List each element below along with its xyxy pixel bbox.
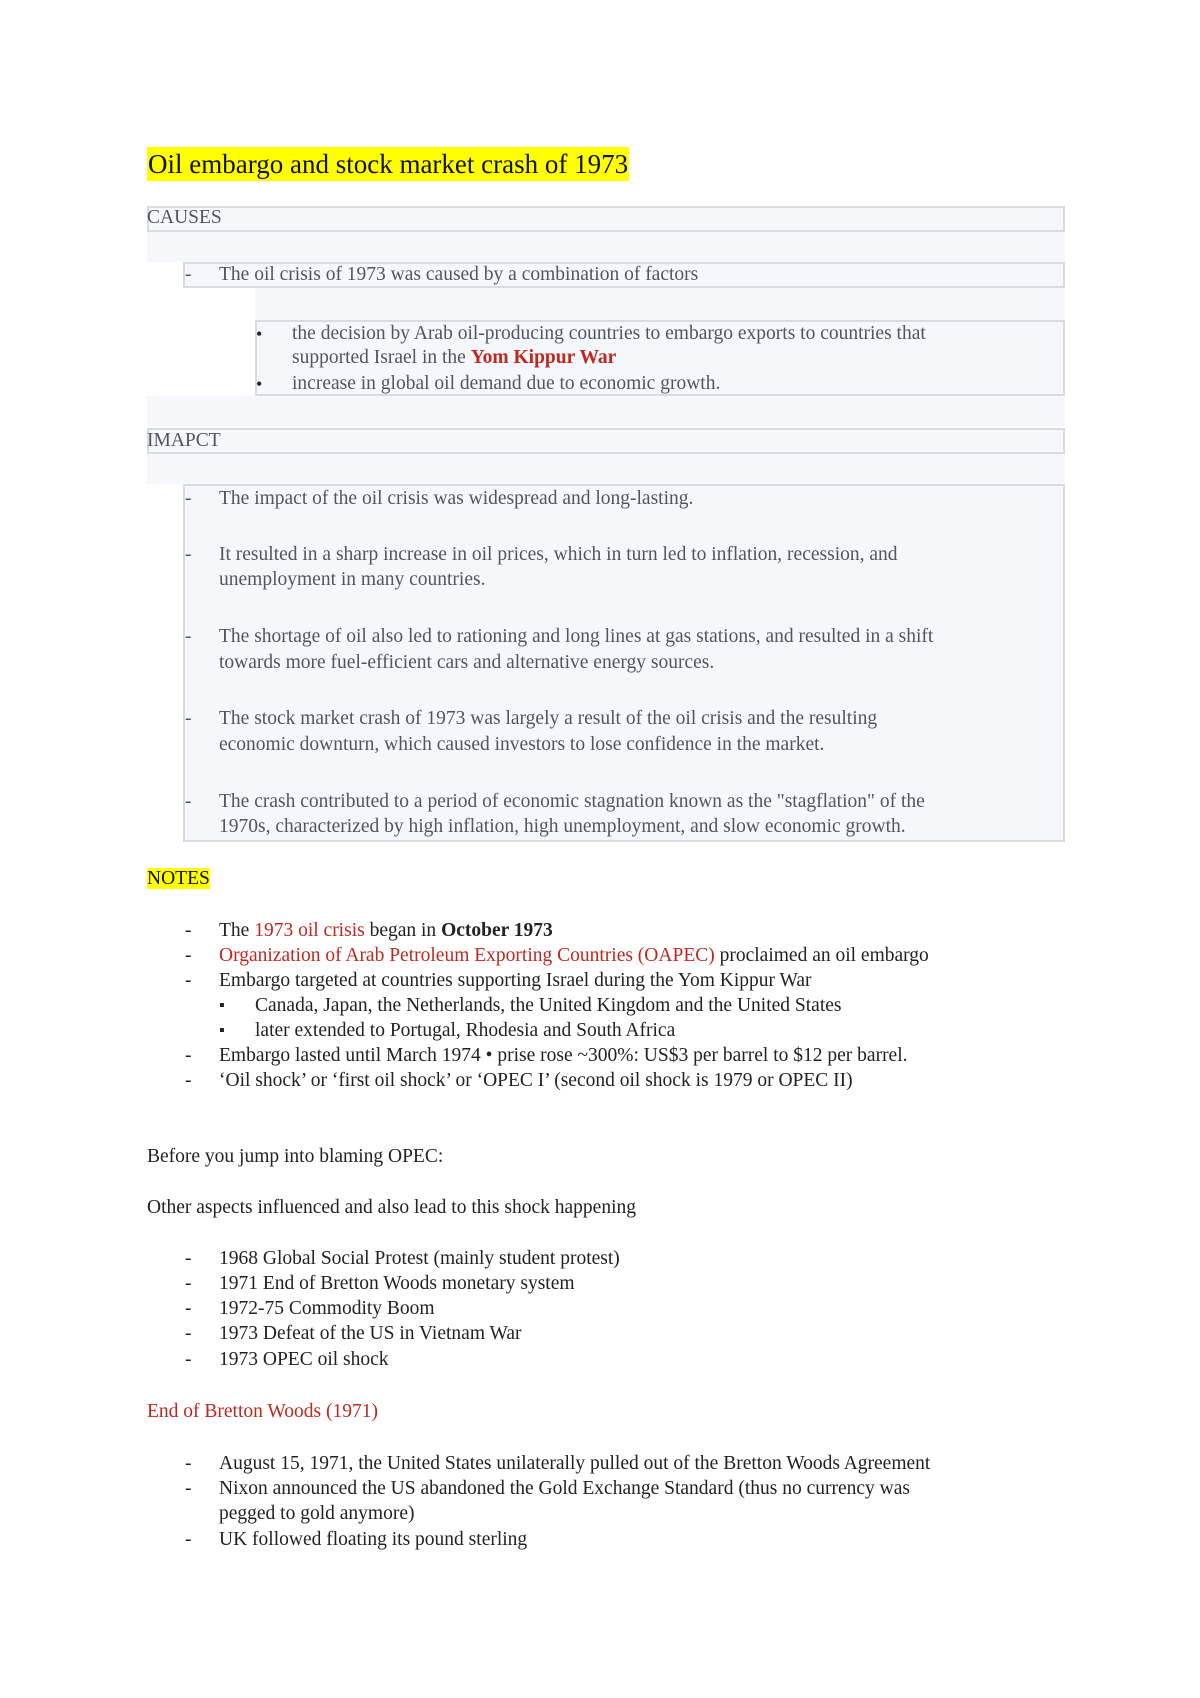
causes-intro: The oil crisis of 1973 was caused by a combination of factors [219, 264, 699, 285]
document-title: Oil embargo and stock market crash of 1973 [148, 149, 629, 179]
bullet-icon: • [256, 374, 263, 394]
bretton-item-1: August 15, 1971, the United States unilaterally pulled out of the Bretton Woods Agreement [219, 1453, 931, 1474]
dash-icon: - [185, 1045, 192, 1066]
impact-point-3-line-2: towards more fuel-efficient cars and alternative energy sources. [219, 652, 715, 673]
notes-item-1-red: 1973 oil crisis [254, 920, 365, 941]
notes-item-3: Embargo targeted at countries supporting Israel during the Yom Kippur War [219, 970, 812, 991]
impact-point-1: The impact of the oil crisis was widespread and long-lasting. [219, 488, 694, 509]
bretton-item-2-line-1: Nixon announced the US abandoned the Gold Exchange Standard (thus no currency was [219, 1478, 910, 1499]
causes-spacer-2 [255, 288, 1065, 320]
dash-icon: - [185, 1248, 192, 1269]
causes-heading: CAUSES [147, 207, 222, 228]
impact-point-2-line-2: unemployment in many countries. [219, 569, 486, 590]
square-bullet-icon: ▪ [219, 1022, 225, 1039]
impact-spacer [147, 454, 1065, 484]
before-item-3: 1972-75 Commodity Boom [219, 1298, 435, 1319]
dash-icon: - [185, 264, 192, 285]
dash-icon: - [185, 1478, 192, 1499]
impact-point-5-line-1: The crash contributed to a period of economic stagnation known as the "stagflation" of the [219, 791, 925, 812]
before-item-4: 1973 Defeat of the US in Vietnam War [219, 1323, 522, 1344]
notes-item-4: Embargo lasted until March 1974 • prise rose ~300%: US$3 per barrel to $12 per barrel. [219, 1045, 908, 1066]
dash-icon: - [185, 1349, 192, 1370]
notes-item-2 [219, 944, 929, 968]
bretton-item-2-line-2: pegged to gold anymore) [219, 1503, 415, 1524]
before-item-5: 1973 OPEC oil shock [219, 1349, 389, 1370]
dash-icon: - [185, 708, 192, 729]
dash-icon: - [185, 1323, 192, 1344]
bretton-item-3: UK followed floating its pound sterling [219, 1529, 528, 1550]
dash-icon: - [185, 970, 192, 991]
dash-icon: - [185, 791, 192, 812]
impact-spacer-top [147, 396, 1065, 426]
notes-item-1-bold: October 1973 [441, 920, 553, 941]
impact-point-4-line-1: The stock market crash of 1973 was largely a result of the oil crisis and the resulting [219, 708, 878, 729]
notes-heading-text: NOTES [147, 868, 210, 889]
before-line-1: Before you jump into blaming OPEC: [147, 1146, 444, 1167]
notes-item-1-pre: The [219, 920, 255, 941]
notes-heading [147, 867, 210, 891]
before-item-2: 1971 End of Bretton Woods monetary system [219, 1273, 575, 1294]
dash-icon: - [185, 1298, 192, 1319]
dash-icon: - [185, 1070, 192, 1091]
dash-icon: - [185, 1453, 192, 1474]
bretton-heading: End of Bretton Woods (1971) [147, 1401, 378, 1422]
notes-item-3-sub-2: later extended to Portugal, Rhodesia and South Africa [255, 1020, 676, 1041]
dash-icon: - [185, 1529, 192, 1550]
causes-bullet-2: increase in global oil demand due to economic growth. [292, 373, 721, 394]
notes-item-3-sub-1: Canada, Japan, the Netherlands, the United Kingdom and the United States [255, 995, 842, 1016]
dash-icon: - [185, 920, 192, 941]
notes-item-1-mid: began in [364, 920, 442, 941]
yom-kippur-war-highlight: Yom Kippur War [470, 347, 617, 368]
square-bullet-icon: ▪ [219, 997, 225, 1014]
dash-icon: - [185, 1273, 192, 1294]
impact-point-4-line-2: economic downturn, which caused investors to lose confidence in the market. [219, 734, 825, 755]
notes-item-2-red: Organization of Arab Petroleum Exporting Countries (OAPEC) [219, 945, 715, 966]
causes-bullet-1-line-1: the decision by Arab oil-producing countries to embargo exports to countries that [292, 323, 926, 344]
dash-icon: - [185, 945, 192, 966]
dash-icon: - [185, 626, 192, 647]
dash-icon: - [185, 544, 192, 565]
impact-point-5-line-2: 1970s, characterized by high inflation, high unemployment, and slow economic growth. [219, 816, 906, 837]
impact-point-2-line-1: It resulted in a sharp increase in oil prices, which in turn led to inflation, recession, and [219, 544, 898, 565]
notes-item-1 [219, 919, 553, 943]
impact-heading-box [147, 428, 1065, 454]
bullet-icon: • [256, 324, 263, 344]
impact-heading: IMAPCT [147, 430, 221, 451]
impact-point-3-line-1: The shortage of oil also led to rationing and long lines at gas stations, and resulted in a shift [219, 626, 934, 647]
causes-bullet-1-text: supported Israel in the [292, 347, 471, 368]
notes-item-2-post: proclaimed an oil embargo [714, 945, 929, 966]
dash-icon: - [185, 488, 192, 509]
causes-heading-box [147, 206, 1065, 232]
before-item-1: 1968 Global Social Protest (mainly student protest) [219, 1248, 620, 1269]
causes-spacer [147, 232, 1065, 262]
notes-item-5: ‘Oil shock’ or ‘first oil shock’ or ‘OPEC I’ (second oil shock is 1979 or OPEC II) [219, 1070, 853, 1091]
before-line-2: Other aspects influenced and also lead to this shock happening [147, 1197, 636, 1218]
causes-bullet-1-line-2 [292, 346, 616, 370]
